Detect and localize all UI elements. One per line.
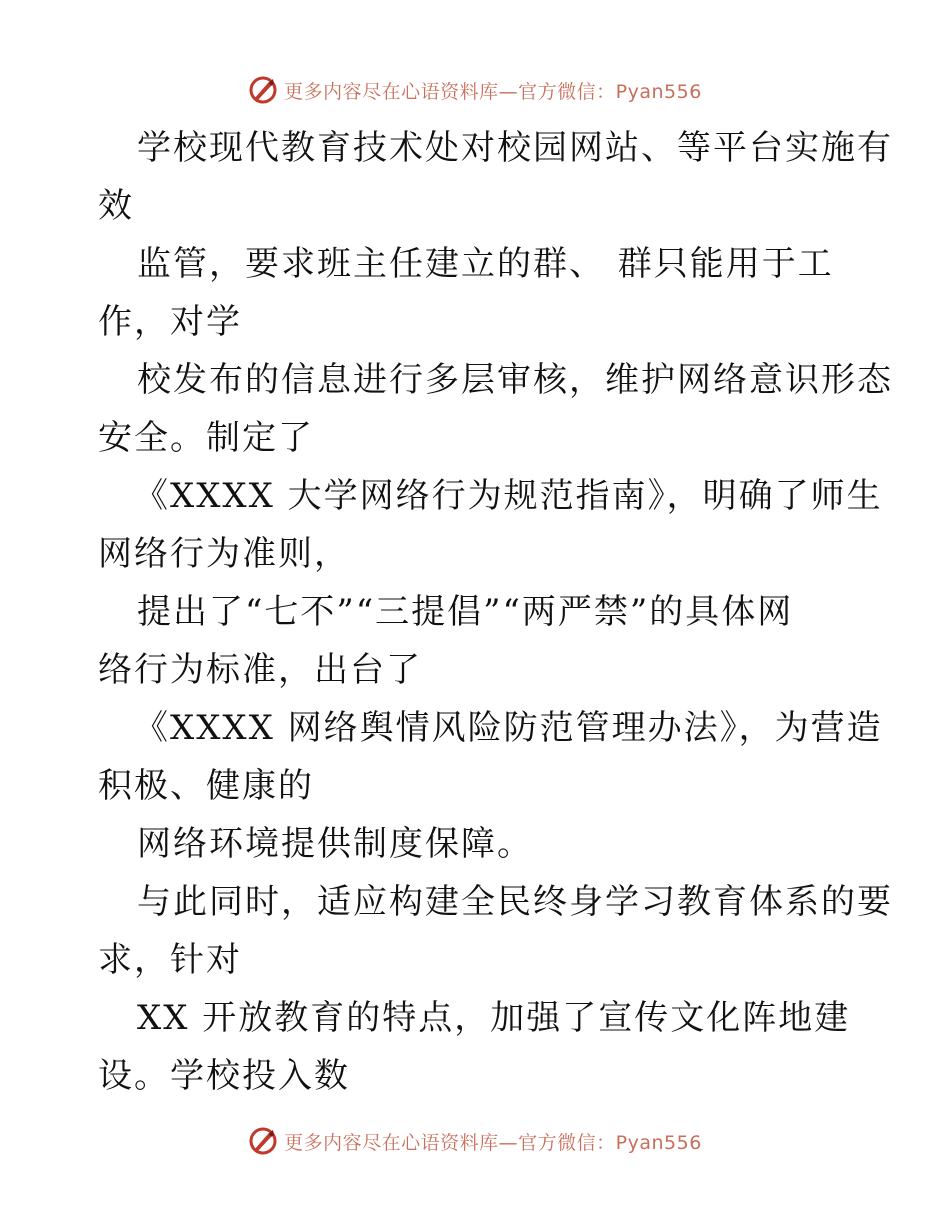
- body-line: 监管，要求班主任建立的群、 群只能用于工: [137, 244, 834, 284]
- body-line: 作，对学: [98, 302, 242, 342]
- quill-logo-icon: [248, 75, 278, 105]
- body-line: 设。学校投入数: [98, 1056, 350, 1096]
- body-line: XX 开放教育的特点，加强了宣传文化阵地建: [137, 998, 851, 1038]
- body-line: 提出了“七不”“三提倡”“两严禁”的具体网: [137, 592, 794, 632]
- body-line: 《XXXX 网络舆情风险防范管理办法》，为营造: [134, 708, 883, 748]
- body-line: 网络行为准则，: [98, 534, 350, 574]
- body-line: 积极、健康的: [98, 766, 314, 806]
- body-line: 络行为标准，出台了: [98, 650, 422, 690]
- body-line: 校发布的信息进行多层审核，维护网络意识形态: [137, 360, 893, 400]
- footer-banner: [0, 1121, 950, 1161]
- body-line: 《XXXX 大学网络行为规范指南》，明确了师生: [134, 476, 883, 516]
- header-banner: [0, 70, 950, 110]
- header-banner-text: 更多内容尽在心语资料库—官方微信：Pyan556: [284, 80, 702, 103]
- body-line: 效: [98, 186, 134, 226]
- body-line: 求，针对: [98, 940, 242, 980]
- body-line: 网络环境提供制度保障。: [137, 824, 533, 864]
- body-line: 学校现代教育技术处对校园网站、等平台实施有: [137, 128, 893, 168]
- body-line: 与此同时，适应构建全民终身学习教育体系的要: [137, 882, 893, 922]
- footer-banner-text: 更多内容尽在心语资料库—官方微信：Pyan556: [284, 1131, 702, 1154]
- body-line: 安全。制定了: [98, 418, 314, 458]
- quill-logo-icon: [248, 1126, 278, 1156]
